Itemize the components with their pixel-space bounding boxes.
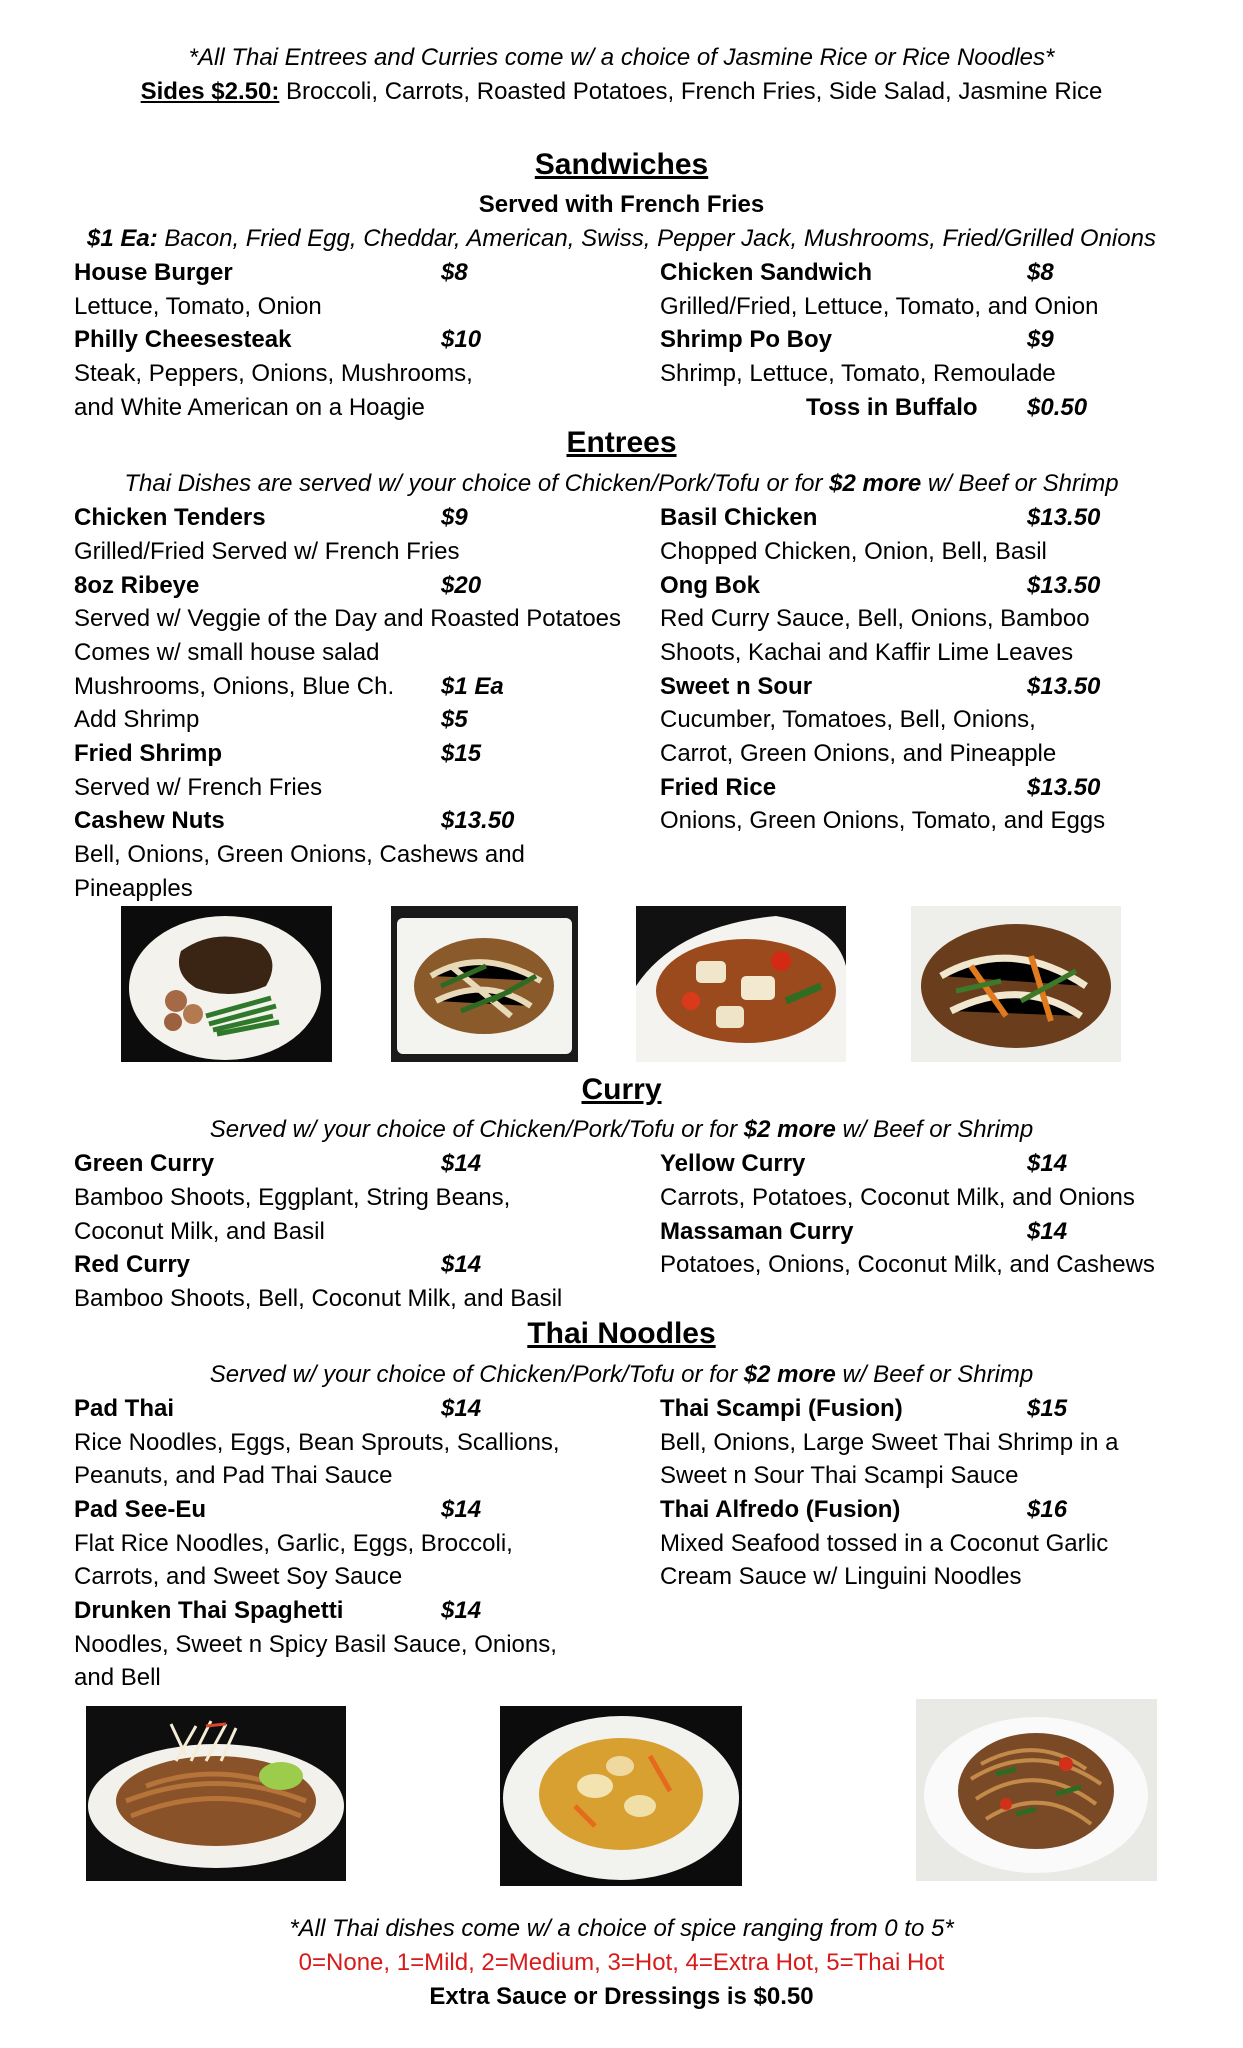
photo-basil-chicken xyxy=(391,906,578,1062)
item-desc-cashew: Bell, Onions, Green Onions, Cashews and xyxy=(74,841,525,868)
item-name-po-boy: Shrimp Po Boy xyxy=(660,326,833,353)
item-desc-pad-see-eu: Flat Rice Noodles, Garlic, Eggs, Broccoli, xyxy=(74,1530,513,1557)
addon-price-label: $1 Ea: xyxy=(87,225,158,252)
item-name-scampi: Thai Scampi (Fusion) xyxy=(660,1395,903,1422)
entrees-note-pre: Thai Dishes are served w/ your choice of Chicken/Pork/Tofu or for xyxy=(124,470,830,497)
curry-note-pre: Served w/ your choice of Chicken/Pork/Tofu or for xyxy=(209,1116,744,1143)
photo-sweet-sour xyxy=(636,906,846,1062)
photo-cashew xyxy=(911,906,1121,1062)
item-price-basil: $13.50 xyxy=(1027,504,1101,531)
item-desc-sweet-sour: Cucumber, Tomatoes, Bell, Onions, xyxy=(660,706,1036,733)
item-desc-pad-see-eu-2: Carrots, and Sweet Soy Sauce xyxy=(74,1563,403,1590)
entrees-note xyxy=(0,470,1243,498)
item-desc-house-burger: Lettuce, Tomato, Onion xyxy=(74,293,322,320)
item-desc-sweet-sour-2: Carrot, Green Onions, and Pineapple xyxy=(660,740,1057,767)
ribeye-addon-price: $1 Ea xyxy=(441,673,504,700)
item-name-fried-rice: Fried Rice xyxy=(660,774,777,801)
item-desc-fried-rice: Onions, Green Onions, Tomato, and Eggs xyxy=(660,807,1106,834)
item-name-sweet-sour: Sweet n Sour xyxy=(660,673,813,700)
item-desc-basil: Chopped Chicken, Onion, Bell, Basil xyxy=(660,538,1047,565)
item-price-ribeye: $20 xyxy=(441,572,482,599)
item-desc-scampi-2: Sweet n Sour Thai Scampi Sauce xyxy=(660,1462,1019,1489)
item-desc-yellow-curry: Carrots, Potatoes, Coconut Milk, and Onions xyxy=(660,1184,1135,1211)
item-price-pad-thai: $14 xyxy=(441,1395,482,1422)
photo-pad-thai xyxy=(86,1706,346,1881)
item-price-po-boy: $9 xyxy=(1027,326,1054,353)
item-price-red-curry: $14 xyxy=(441,1251,482,1278)
spice-note: *All Thai dishes come w/ a choice of spice ranging from 0 to 5* xyxy=(289,1915,954,1942)
item-price-fried-shrimp: $15 xyxy=(441,740,482,767)
item-desc-red-curry: Bamboo Shoots, Bell, Coconut Milk, and Basil xyxy=(74,1285,563,1312)
item-name-green-curry: Green Curry xyxy=(74,1150,215,1177)
photo-yellow-curry xyxy=(500,1706,742,1886)
entrees-note-bold: $2 more xyxy=(829,470,922,497)
addon-list: Bacon, Fried Egg, Cheddar, American, Swiss, Pepper Jack, Mushrooms, Fried/Grilled Onions xyxy=(157,225,1156,252)
item-name-cashew: Cashew Nuts xyxy=(74,807,225,834)
curry-note xyxy=(0,1116,1243,1144)
item-price-sweet-sour: $13.50 xyxy=(1027,673,1101,700)
item-desc-po-boy: Shrimp, Lettuce, Tomato, Remoulade xyxy=(660,360,1056,387)
ribeye-addon-label: Mushrooms, Onions, Blue Ch. xyxy=(74,673,395,700)
item-name-fried-shrimp: Fried Shrimp xyxy=(74,740,223,767)
item-price-ong-bok: $13.50 xyxy=(1027,572,1101,599)
item-price-house-burger: $8 xyxy=(441,259,468,286)
item-name-yellow-curry: Yellow Curry xyxy=(660,1150,806,1177)
item-price-fried-rice: $13.50 xyxy=(1027,774,1101,801)
buffalo-label: Toss in Buffalo xyxy=(806,394,978,421)
photo-drunken-spaghetti xyxy=(916,1699,1157,1881)
noodles-note xyxy=(0,1361,1243,1389)
item-name-massaman: Massaman Curry xyxy=(660,1218,854,1245)
item-desc-massaman: Potatoes, Onions, Coconut Milk, and Cashews xyxy=(660,1251,1155,1278)
extra-sauce-note: Extra Sauce or Dressings is $0.50 xyxy=(429,1983,814,2010)
item-price-massaman: $14 xyxy=(1027,1218,1068,1245)
noodles-heading: Thai Noodles xyxy=(527,1317,716,1350)
item-name-house-burger: House Burger xyxy=(74,259,233,286)
item-desc-pad-thai: Rice Noodles, Eggs, Bean Sprouts, Scallions, xyxy=(74,1429,560,1456)
item-name-ong-bok: Ong Bok xyxy=(660,572,760,599)
item-name-pad-see-eu: Pad See-Eu xyxy=(74,1496,207,1523)
item-desc-chicken-sandwich: Grilled/Fried, Lettuce, Tomato, and Onion xyxy=(660,293,1099,320)
item-price-scampi: $15 xyxy=(1027,1395,1068,1422)
item-name-alfredo: Thai Alfredo (Fusion) xyxy=(660,1496,901,1523)
sandwich-addons xyxy=(0,225,1243,253)
item-price-drunken: $14 xyxy=(441,1597,482,1624)
item-desc-ribeye-2: Comes w/ small house salad xyxy=(74,639,380,666)
item-name-philly: Philly Cheesesteak xyxy=(74,326,292,353)
buffalo-price: $0.50 xyxy=(1027,394,1088,421)
item-price-green-curry: $14 xyxy=(441,1150,482,1177)
item-desc-ribeye: Served w/ Veggie of the Day and Roasted Potatoes xyxy=(74,605,622,632)
item-desc-ong-bok-2: Shoots, Kachai and Kaffir Lime Leaves xyxy=(660,639,1074,666)
item-desc-pad-thai-2: Peanuts, and Pad Thai Sauce xyxy=(74,1462,393,1489)
item-name-chicken-sandwich: Chicken Sandwich xyxy=(660,259,873,286)
item-price-pad-see-eu: $14 xyxy=(441,1496,482,1523)
item-desc-green-curry-2: Coconut Milk, and Basil xyxy=(74,1218,325,1245)
item-desc-green-curry: Bamboo Shoots, Eggplant, String Beans, xyxy=(74,1184,511,1211)
item-name-tenders: Chicken Tenders xyxy=(74,504,266,531)
add-shrimp-label: Add Shrimp xyxy=(74,706,200,733)
item-desc-cashew-2: Pineapples xyxy=(74,875,193,902)
sandwiches-subtitle: Served with French Fries xyxy=(478,191,765,218)
entrees-heading: Entrees xyxy=(566,426,677,459)
item-desc-philly-2: and White American on a Hoagie xyxy=(74,394,425,421)
curry-heading: Curry xyxy=(581,1073,662,1106)
item-desc-tenders: Grilled/Fried Served w/ French Fries xyxy=(74,538,460,565)
entrees-note-post: w/ Beef or Shrimp xyxy=(921,470,1119,497)
item-desc-drunken: Noodles, Sweet n Spicy Basil Sauce, Onions, xyxy=(74,1631,557,1658)
item-price-alfredo: $16 xyxy=(1027,1496,1068,1523)
spice-scale: 0=None, 1=Mild, 2=Medium, 3=Hot, 4=Extra Hot, 5=Thai Hot xyxy=(298,1949,945,1976)
item-name-red-curry: Red Curry xyxy=(74,1251,191,1278)
item-desc-ong-bok: Red Curry Sauce, Bell, Onions, Bamboo xyxy=(660,605,1090,632)
photo-ribeye xyxy=(121,906,332,1062)
curry-note-post: w/ Beef or Shrimp xyxy=(835,1116,1034,1143)
sides-label: Sides $2.50: xyxy=(140,78,280,105)
noodles-note-bold: $2 more xyxy=(743,1361,836,1388)
item-price-tenders: $9 xyxy=(441,504,468,531)
item-name-basil: Basil Chicken xyxy=(660,504,818,531)
item-price-yellow-curry: $14 xyxy=(1027,1150,1068,1177)
rice-note: *All Thai Entrees and Curries come w/ a choice of Jasmine Rice or Rice Noodles* xyxy=(188,44,1055,71)
item-name-ribeye: 8oz Ribeye xyxy=(74,572,200,599)
item-desc-alfredo-2: Cream Sauce w/ Linguini Noodles xyxy=(660,1563,1022,1590)
sandwiches-heading: Sandwiches xyxy=(534,148,709,181)
noodles-note-post: w/ Beef or Shrimp xyxy=(835,1361,1034,1388)
item-price-cashew: $13.50 xyxy=(441,807,515,834)
sides-list: Broccoli, Carrots, Roasted Potatoes, French Fries, Side Salad, Jasmine Rice xyxy=(279,78,1103,105)
noodles-note-pre: Served w/ your choice of Chicken/Pork/Tofu or for xyxy=(209,1361,744,1388)
item-desc-fried-shrimp: Served w/ French Fries xyxy=(74,774,323,801)
item-price-philly: $10 xyxy=(441,326,482,353)
curry-note-bold: $2 more xyxy=(743,1116,836,1143)
item-desc-scampi: Bell, Onions, Large Sweet Thai Shrimp in a xyxy=(660,1429,1119,1456)
item-desc-alfredo: Mixed Seafood tossed in a Coconut Garlic xyxy=(660,1530,1109,1557)
item-desc-drunken-2: and Bell xyxy=(74,1664,161,1691)
sides-line xyxy=(0,78,1243,106)
item-name-pad-thai: Pad Thai xyxy=(74,1395,175,1422)
item-desc-philly: Steak, Peppers, Onions, Mushrooms, xyxy=(74,360,473,387)
item-name-drunken: Drunken Thai Spaghetti xyxy=(74,1597,344,1624)
add-shrimp-price: $5 xyxy=(441,706,468,733)
item-price-chicken-sandwich: $8 xyxy=(1027,259,1054,286)
